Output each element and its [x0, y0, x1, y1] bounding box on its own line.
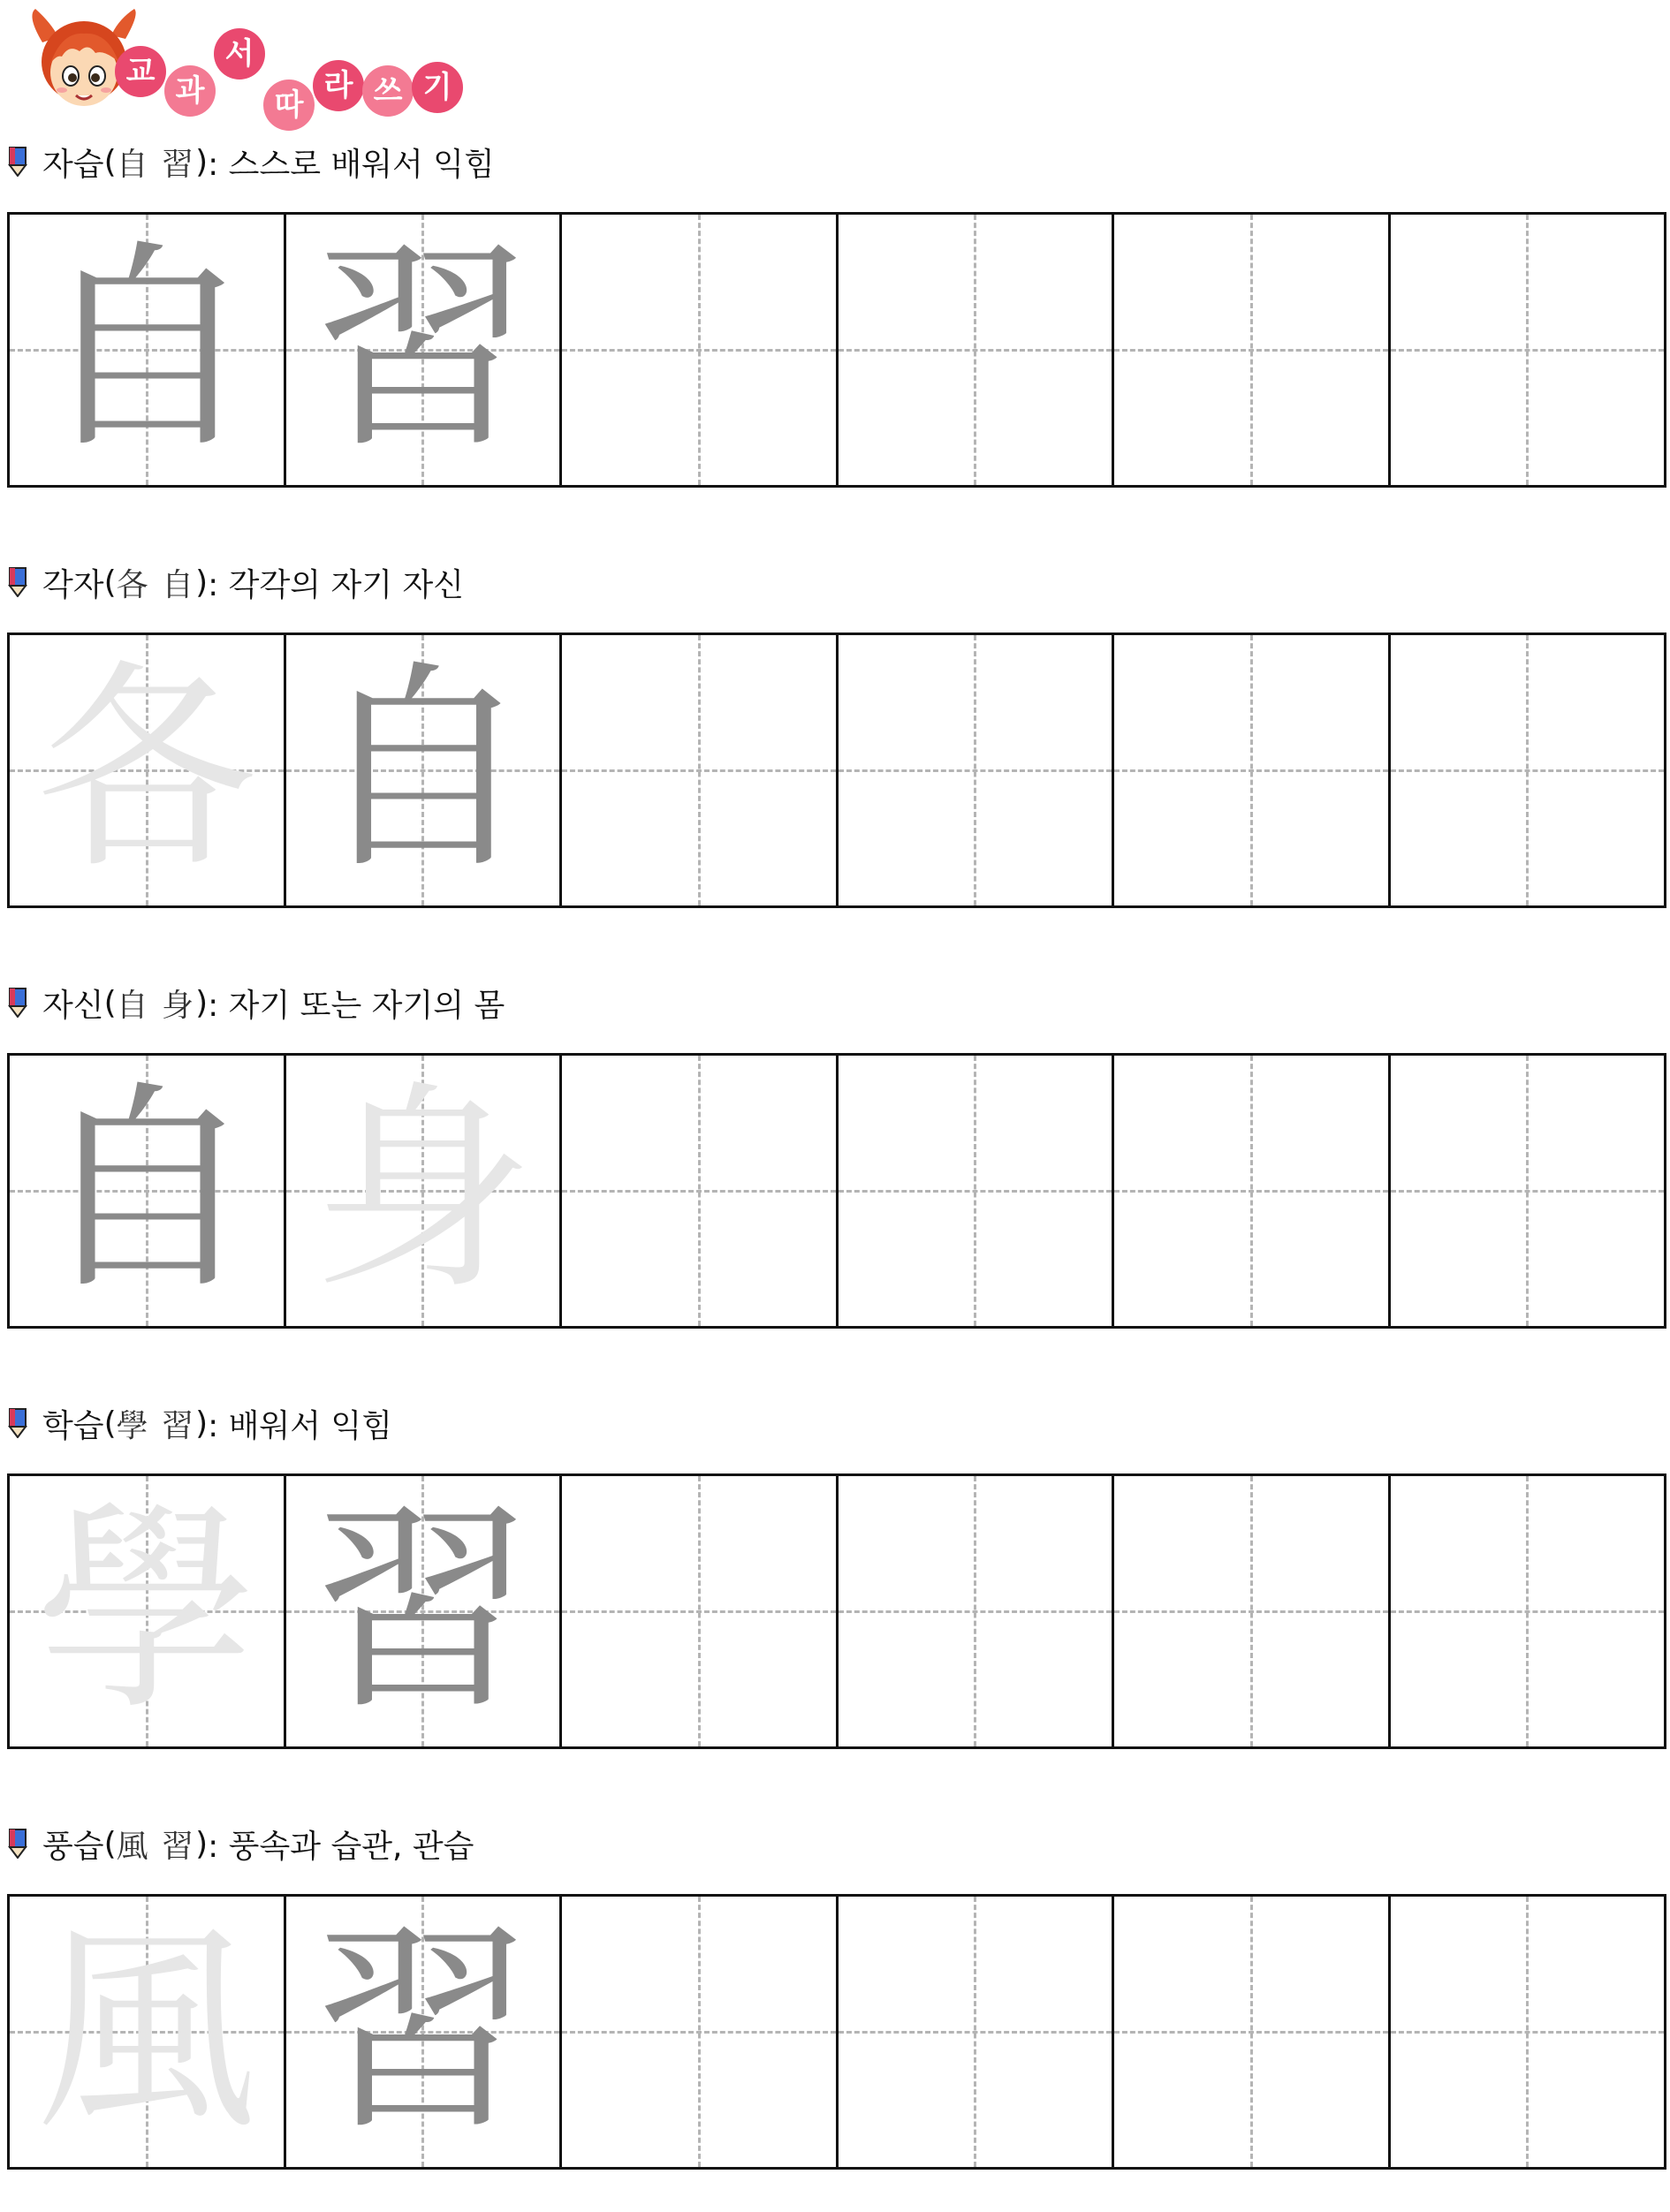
section-hanja: 自 身: [116, 987, 196, 1024]
section-hanja: 自 習: [116, 146, 196, 183]
section-word: 자신: [42, 987, 104, 1024]
open-paren: (: [103, 1405, 117, 1442]
section-word: 풍습: [42, 1828, 104, 1865]
section-title: [7, 1401, 392, 1445]
writing-cell[interactable]: [1391, 1476, 1665, 1746]
guide-line-horizontal: [562, 2031, 836, 2034]
pencil-icon: [7, 147, 28, 177]
section-word: 각자: [42, 566, 104, 603]
hanja-glyph: 自: [35, 221, 257, 478]
example-cell: [10, 1056, 286, 1326]
guide-line-horizontal: [1114, 349, 1388, 352]
pencil-icon: [7, 567, 28, 597]
guide-line-horizontal: [1114, 769, 1388, 772]
writing-cell[interactable]: [839, 1056, 1115, 1326]
section-meaning: : 배워서 익힘: [208, 1407, 393, 1444]
writing-cell[interactable]: [1114, 215, 1391, 485]
guide-line-horizontal: [839, 1190, 1112, 1193]
writing-grid: [7, 1053, 1666, 1329]
guide-line-horizontal: [1114, 1190, 1388, 1193]
hanja-glyph: 身: [312, 1062, 534, 1319]
writing-cell[interactable]: [839, 1476, 1115, 1746]
writing-cell[interactable]: [839, 215, 1115, 485]
writing-cell[interactable]: [562, 1056, 839, 1326]
writing-cell[interactable]: [562, 1897, 839, 2167]
guide-line-horizontal: [562, 1610, 836, 1613]
writing-cell[interactable]: [1391, 1897, 1665, 2167]
example-cell: [10, 635, 286, 905]
writing-cell[interactable]: [562, 635, 839, 905]
logo-char: 라: [313, 60, 364, 111]
hanja-glyph: 自: [312, 641, 534, 898]
writing-cell[interactable]: [1114, 1897, 1391, 2167]
writing-cell[interactable]: [1114, 635, 1391, 905]
section-title: [7, 1822, 474, 1866]
writing-grid: [7, 1894, 1666, 2170]
hanja-glyph: 風: [35, 1903, 257, 2160]
writing-cell[interactable]: [1391, 635, 1665, 905]
guide-line-horizontal: [1114, 1610, 1388, 1613]
writing-grid: [7, 633, 1666, 908]
section-meaning: : 각각의 자기 자신: [208, 566, 465, 603]
example-cell: [10, 215, 286, 485]
guide-line-horizontal: [1391, 769, 1665, 772]
logo-char: 교: [115, 46, 166, 97]
hanja-glyph: 習: [312, 1482, 534, 1739]
guide-line-horizontal: [562, 769, 836, 772]
guide-line-horizontal: [1391, 1610, 1665, 1613]
logo-char: 따: [263, 80, 315, 131]
writing-grid: [7, 1473, 1666, 1749]
guide-line-horizontal: [1114, 2031, 1388, 2034]
hanja-glyph: 學: [35, 1482, 257, 1739]
guide-line-horizontal: [839, 1610, 1112, 1613]
open-paren: (: [103, 1825, 117, 1862]
section-meaning: : 자기 또는 자기의 몸: [208, 987, 505, 1024]
hanja-glyph: 自: [35, 1062, 257, 1319]
writing-cell[interactable]: [1114, 1056, 1391, 1326]
open-paren: (: [103, 564, 117, 601]
writing-cell[interactable]: [839, 1897, 1115, 2167]
logo-char: 쓰: [362, 65, 414, 117]
close-paren: ): [195, 564, 209, 601]
section-word: 자습: [42, 146, 104, 183]
close-paren: ): [195, 143, 209, 180]
close-paren: ): [195, 984, 209, 1021]
section-word: 학습: [42, 1407, 104, 1444]
close-paren: ): [195, 1825, 209, 1862]
open-paren: (: [103, 984, 117, 1021]
section-title: [7, 560, 464, 604]
hanja-glyph: 習: [312, 221, 534, 478]
writing-grid: [7, 212, 1666, 488]
textbook-copy-logo: [27, 7, 486, 122]
writing-cell[interactable]: [562, 215, 839, 485]
guide-line-horizontal: [1391, 1190, 1665, 1193]
section-hanja: 各 自: [116, 566, 196, 603]
example-cell: [286, 1897, 563, 2167]
example-cell: [286, 1056, 563, 1326]
logo-char: 서: [214, 28, 265, 80]
hanja-glyph: 習: [312, 1903, 534, 2160]
example-cell: [286, 635, 563, 905]
guide-line-horizontal: [839, 2031, 1112, 2034]
pencil-icon: [7, 1829, 28, 1859]
guide-line-horizontal: [562, 1190, 836, 1193]
section-title: [7, 140, 495, 184]
hanja-glyph: 各: [35, 641, 257, 898]
guide-line-horizontal: [839, 349, 1112, 352]
logo-char: 과: [164, 65, 216, 117]
example-cell: [10, 1897, 286, 2167]
logo-char: 기: [412, 62, 463, 113]
writing-cell[interactable]: [562, 1476, 839, 1746]
open-paren: (: [103, 143, 117, 180]
pencil-icon: [7, 1408, 28, 1438]
writing-cell[interactable]: [839, 635, 1115, 905]
writing-cell[interactable]: [1114, 1476, 1391, 1746]
example-cell: [286, 1476, 563, 1746]
guide-line-horizontal: [1391, 2031, 1665, 2034]
close-paren: ): [195, 1405, 209, 1442]
guide-line-horizontal: [562, 349, 836, 352]
example-cell: [10, 1476, 286, 1746]
guide-line-horizontal: [839, 769, 1112, 772]
pencil-icon: [7, 988, 28, 1018]
writing-cell[interactable]: [1391, 1056, 1665, 1326]
guide-line-horizontal: [1391, 349, 1665, 352]
section-meaning: : 풍속과 습관, 관습: [208, 1828, 474, 1865]
section-meaning: : 스스로 배워서 익힘: [208, 146, 495, 183]
section-hanja: 學 習: [116, 1407, 196, 1444]
example-cell: [286, 215, 563, 485]
writing-cell[interactable]: [1391, 215, 1665, 485]
section-hanja: 風 習: [116, 1828, 196, 1865]
section-title: [7, 981, 505, 1025]
